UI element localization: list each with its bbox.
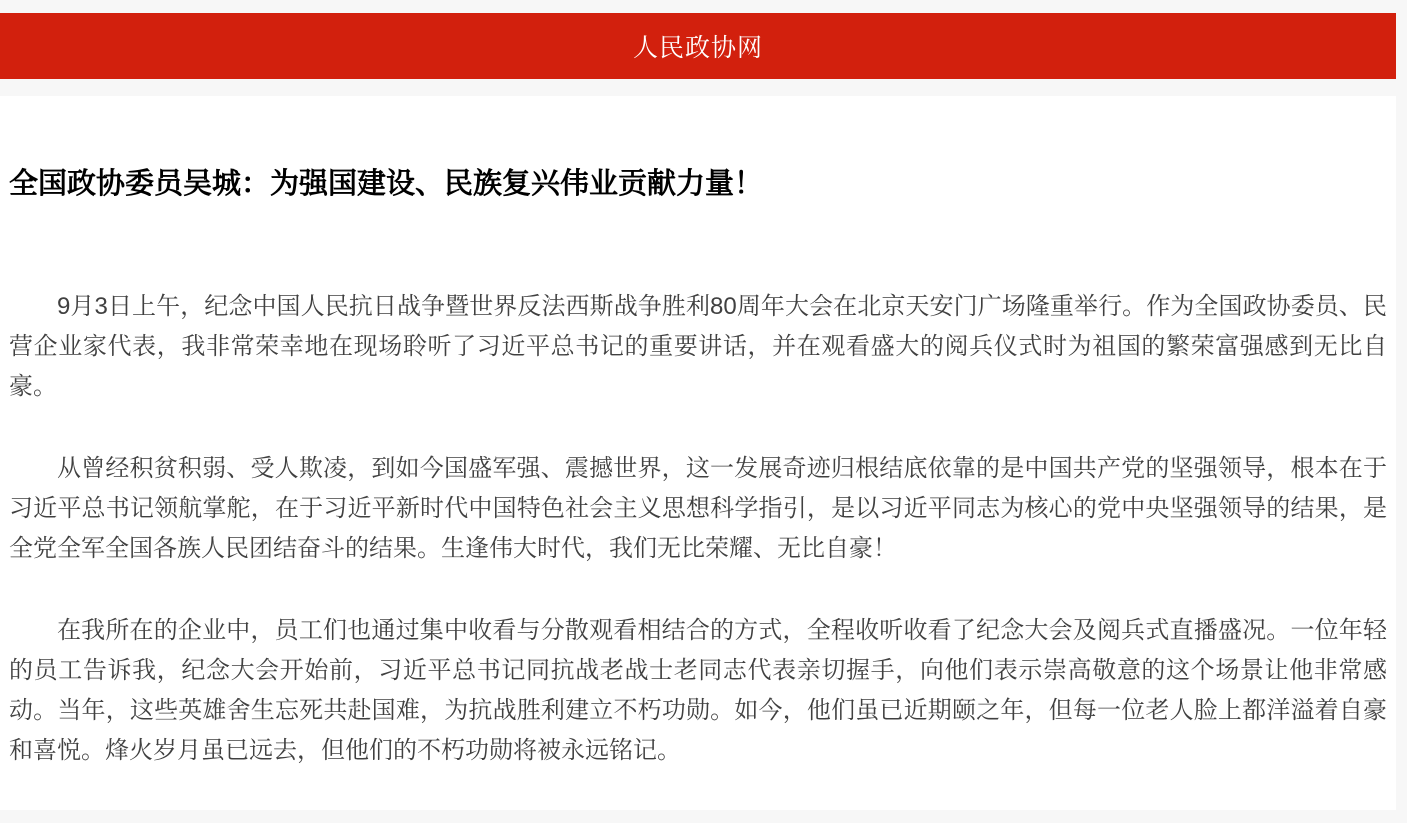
article-paragraph-3: 在我所在的企业中，员工们也通过集中收看与分散观看相结合的方式，全程收听收看了纪念大会及阅兵式直播盛况。一位年轻的员工告诉我，纪念大会开始前，习近平总书记同抗战老战士老同志代表亲切握手，向他们表示崇高敬意的这个场景让他非常感动。当年，这些英雄舍生忘死共赴国难，为抗战胜利建立不朽功勋。如今，他们虽已近期颐之年，但每一位老人脸上都洋溢着自豪和喜悦。烽火岁月虽已远去，但他们的不朽功勋将被永远铭记。 xyxy=(9,617,1387,764)
scrollbar-gutter xyxy=(1396,13,1407,823)
page xyxy=(0,13,1396,810)
site-name: 人民政协网 xyxy=(632,34,763,62)
article-paragraph-2: 从曾经积贫积弱、受人欺凌，到如今国盛军强、震撼世界，这一发展奇迹归根结底依靠的是中国共产党的坚强领导，根本在于习近平总书记领航掌舵，在于习近平新时代中国特色社会主义思想科学指引，是以习近平同志为核心的党中央坚强领导的结果，是全党全军全国各族人民团结奋斗的结果。生逢伟大时代，我们无比荣耀、无比自豪！ xyxy=(9,455,1387,562)
article-card xyxy=(0,96,1396,810)
site-banner xyxy=(0,13,1396,79)
article-paragraph-1: 9月3日上午，纪念中国人民抗日战争暨世界反法西斯战争胜利80周年大会在北京天安门广场隆重举行。作为全国政协委员、民营企业家代表，我非常荣幸地在现场聆听了习近平总书记的重要讲话，并在观看盛大的阅兵仪式时为祖国的繁荣富强感到无比自豪。 xyxy=(9,293,1387,400)
article-title: 全国政协委员吴城：为强国建设、民族复兴伟业贡献力量！ xyxy=(9,168,764,200)
